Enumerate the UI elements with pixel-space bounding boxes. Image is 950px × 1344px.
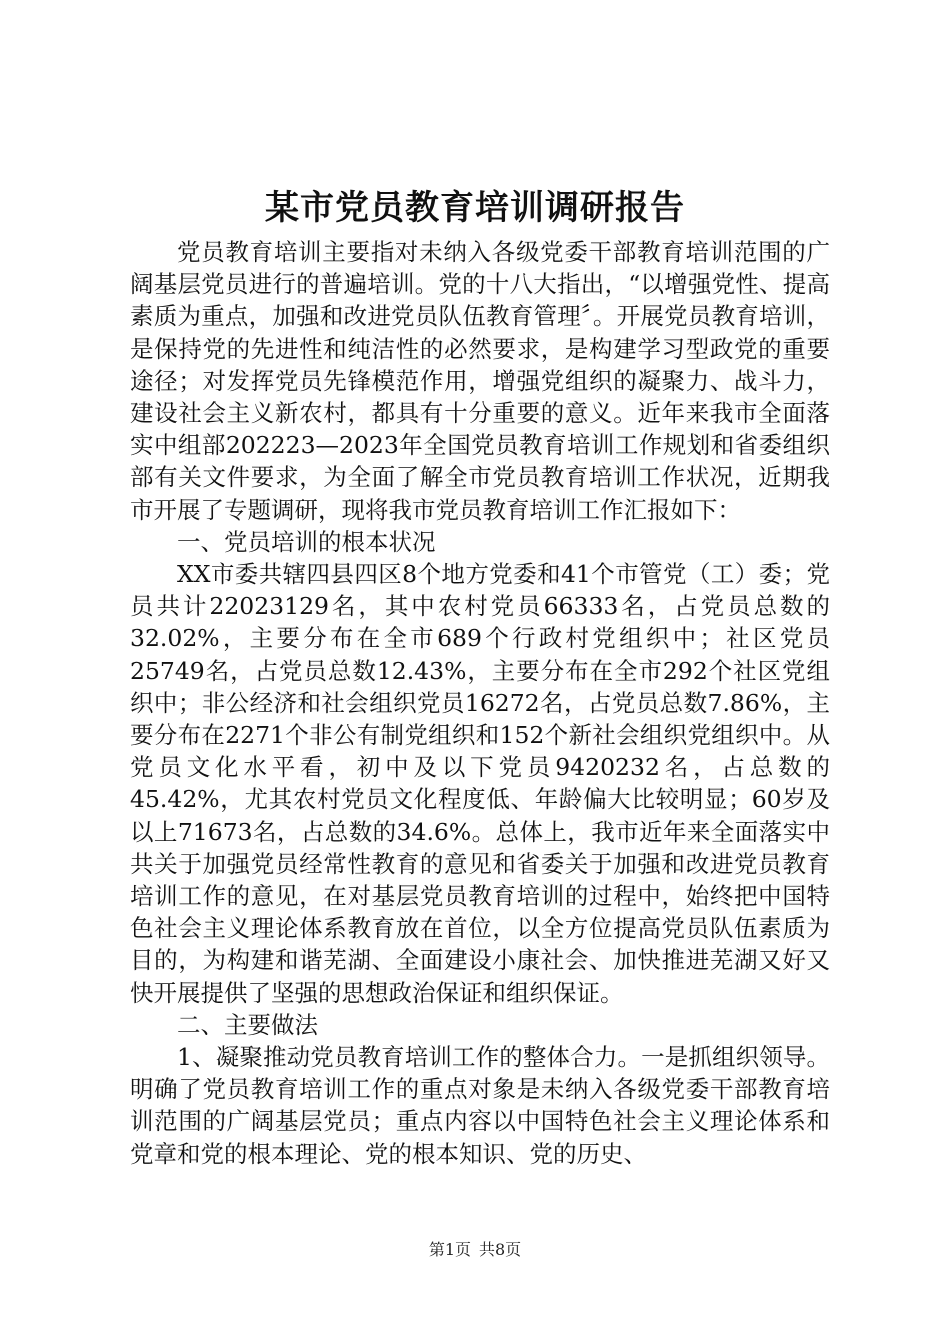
page-footer [0,1238,950,1262]
document-title: 某市党员教育培训调研报告 [265,188,685,228]
basic-status-paragraph: XX市委共辖四县四区8个地方党委和41个市管党（工）委；党员共计22023129名，其中农村党员66333名，占党员总数的32.02%，主要分布在全市689个行政村党组织中；社区党员25749名，占党员总数12.43%，主要分布在全市292个社区党组织中；非公经济和社会组织党员16272名，占党员总数7.86%，主要分布在2271个非公有制党组织和152个新社会组织党组织中。从党员文化水平看，初中及以下党员9420232名，占总数的45.42%，尤其农村党员文化程度低、年龄偏大比较明显；60岁及以上71673名，占总数的34.6%。总体上，我市近年来全面落实中共关于加强党员经常性教育的意见和省委关于加强和改进党员教育培训工作的意见，在对基层党员教育培训的过程中，始终把中国特色社会主义理论体系教育放在首位，以全方位提高党员队伍素质为目的，为构建和谐芜湖、全面建设小康社会、加快推进芜湖又好又快开展提供了坚强的思想政治保证和组织保证。 [130,560,830,1007]
section-heading-main-practices: 二、主要做法 [177,1010,318,1039]
page-number: 第1页 [428,1240,471,1259]
section-heading-basic-status: 一、党员培训的根本状况 [177,527,436,556]
main-practices-paragraph: 1、凝聚推动党员教育培训工作的整体合力。一是抓组织领导。明确了党员教育培训工作的重点对象是未纳入各级党委干部教育培训范围的广阔基层党员；重点内容以中国特色社会主义理论体系和党章和党的根本理论、党的根本知识、党的历史、 [130,1043,830,1168]
intro-paragraph: 党员教育培训主要指对未纳入各级党委干部教育培训范围的广阔基层党员进行的普遍培训。党的十八大指出，“以增强党性、提高素质为重点，加强和改进党员队伍教育管理〞。开展党员教育培训，是保持党的先进性和纯洁性的必然要求，是构建学习型政党的重要途径；对发挥党员先锋模范作用，增强党组织的凝聚力、战斗力，建设社会主义新农村，都具有十分重要的意义。近年来我市全面落实中组部202223—2023年全国党员教育培训工作规划和省委组织部有关文件要求，为全面了解全市党员教育培训工作状况，近期我市开展了专题调研，现将我市党员教育培训工作汇报如下： [130,238,830,524]
document-body [130,236,830,1170]
page-total: 共8页 [479,1240,522,1259]
